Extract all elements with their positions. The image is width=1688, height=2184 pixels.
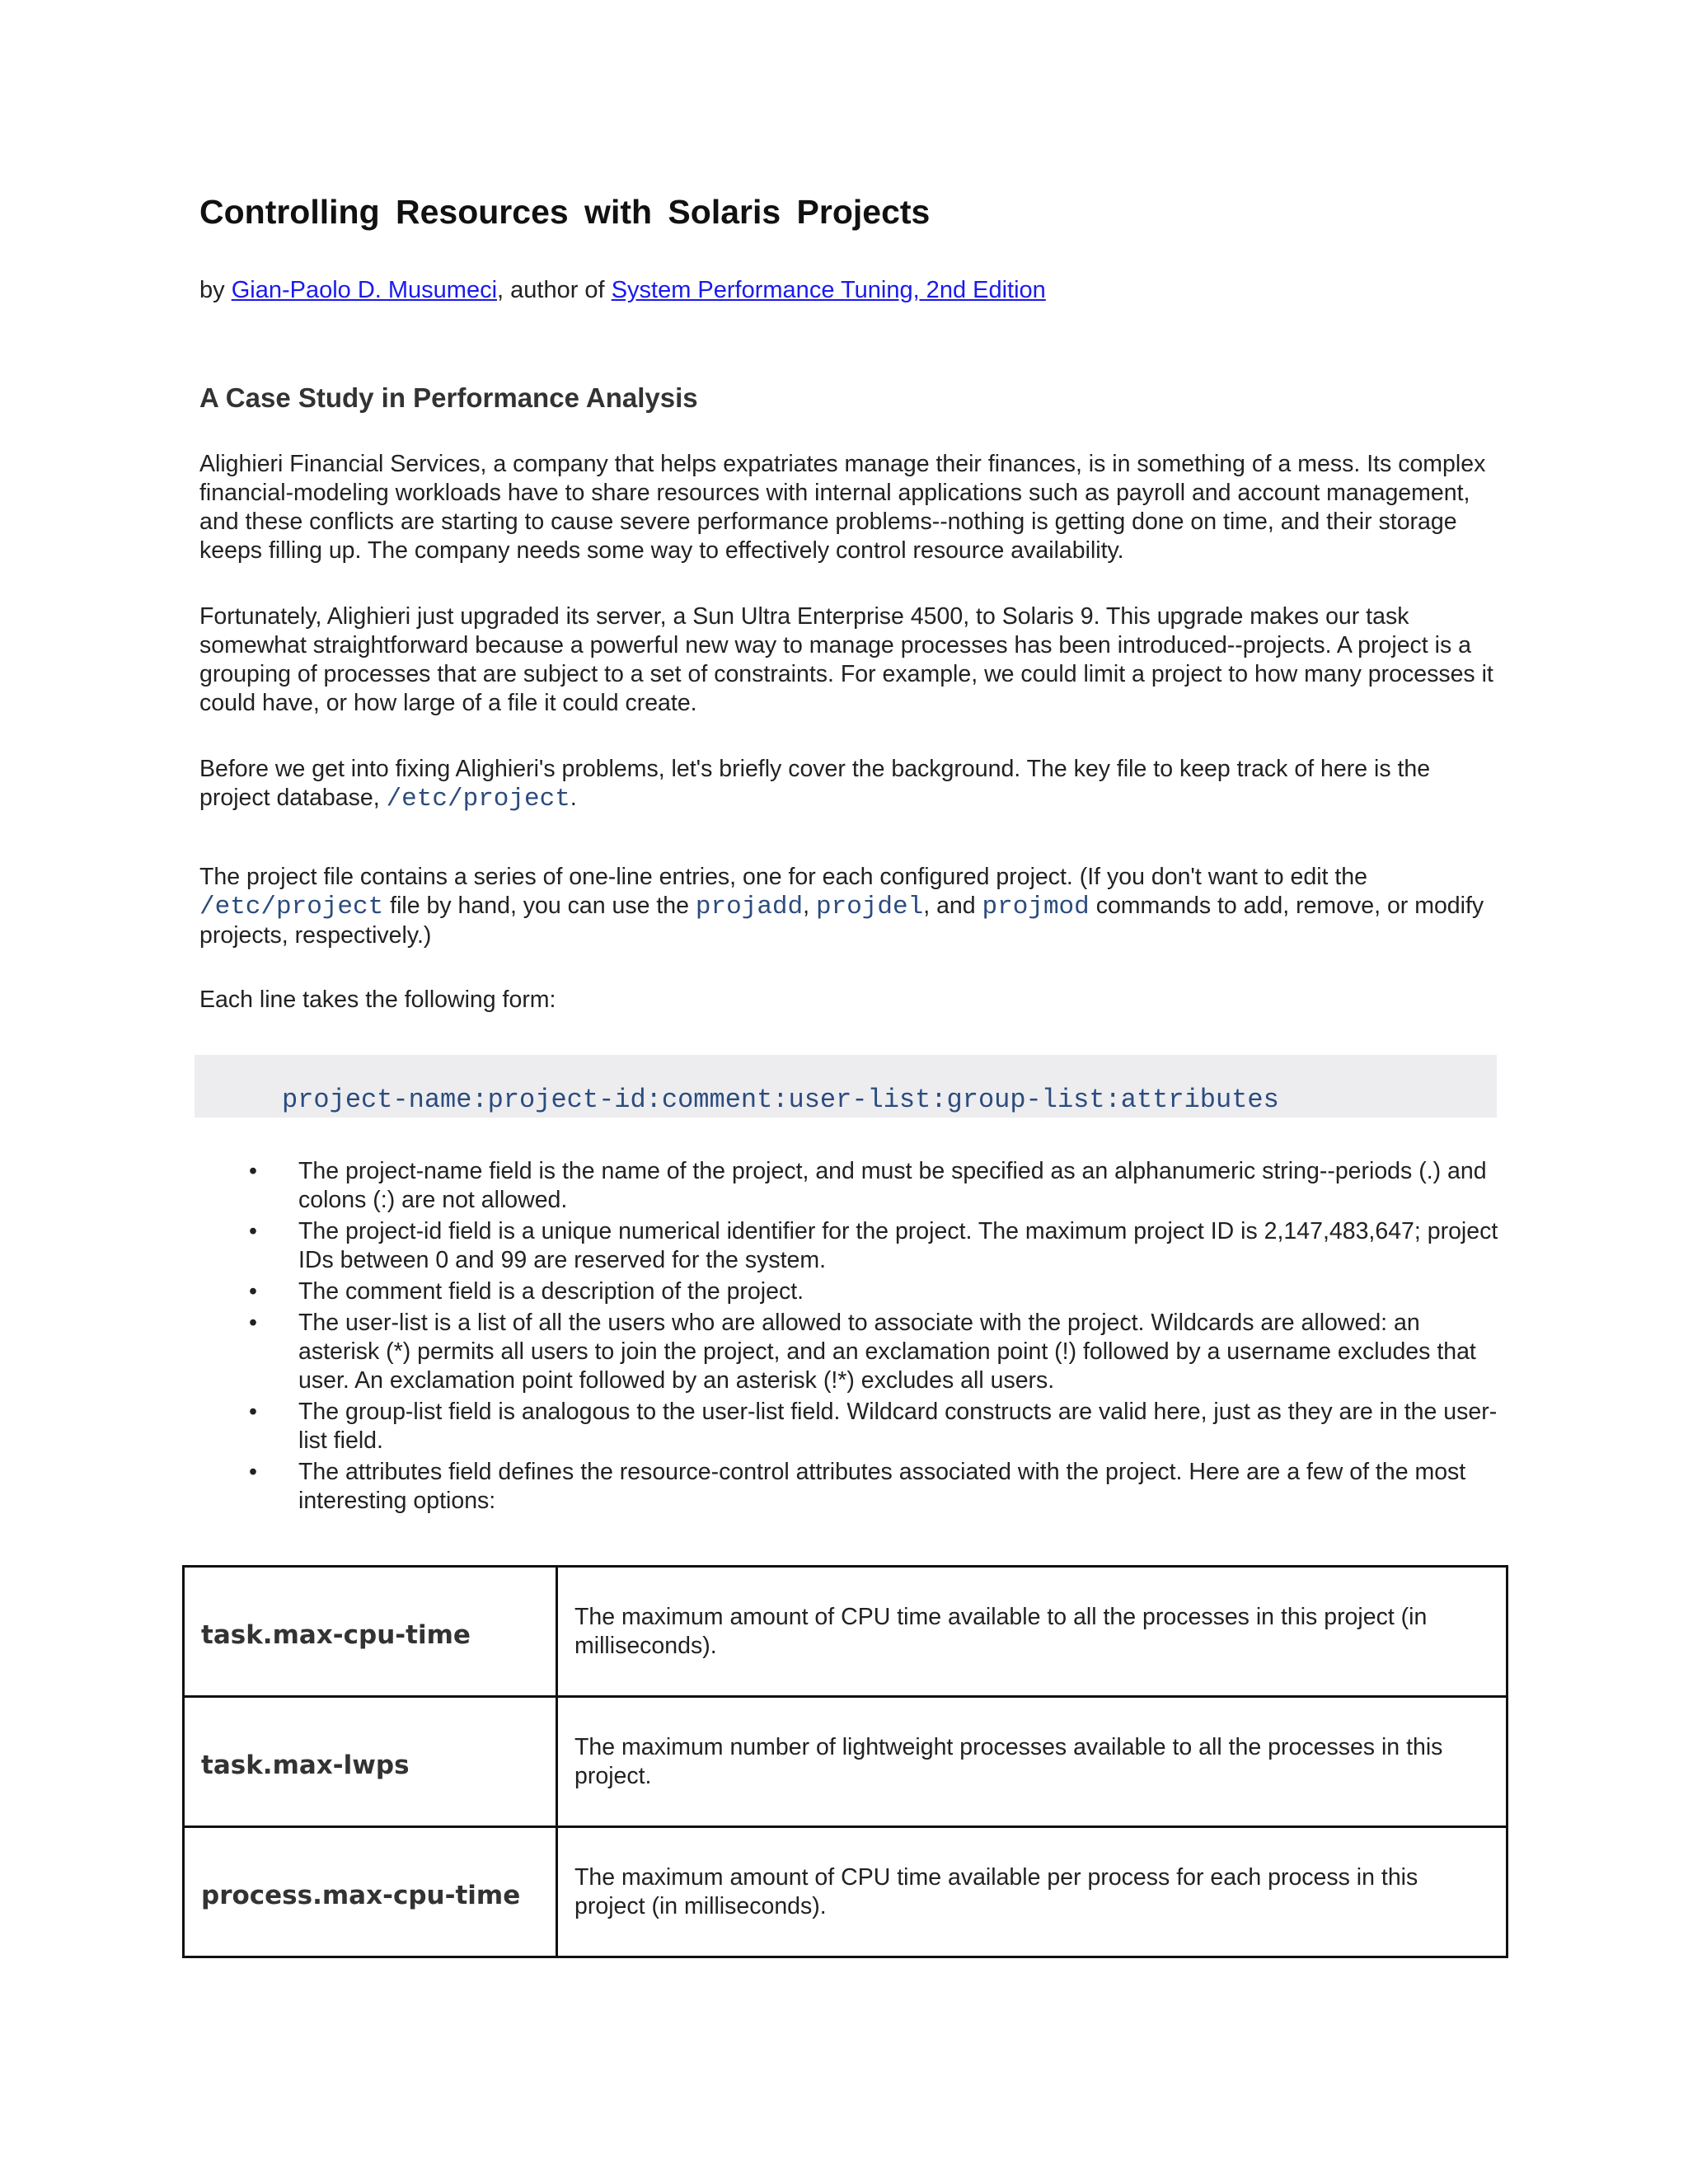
code-block (195, 1055, 1497, 1118)
list-item-text: The project-name field is the name of the project, and must be specified as an alphanumeric string--periods (.) and colons (:) are not allowed. (298, 1158, 1487, 1213)
list-item-text: The group-list field is analogous to the user-list field. Wildcard constructs are valid here, just as they are in the user-list field. (298, 1399, 1498, 1454)
list-item (199, 1157, 1502, 1215)
paragraph-background (199, 755, 1502, 813)
attribute-description: The maximum amount of CPU time available per process for each process in this project (in milliseconds). (557, 1827, 1507, 1957)
paragraph-background-text: Before we get into fixing Alighieri's problems, let's briefly cover the background. The key file to keep track of here is the project database, (199, 756, 1431, 811)
author-link[interactable]: Gian-Paolo D. Musumeci (231, 277, 498, 303)
list-item-text: The user-list is a list of all the users who are allowed to associate with the project. Wildcards are allowed: an asterisk (*) permits all users to join the project, and an exclamation point (!) followed by a username excludes that user. An exclamation point followed by an asterisk (!*) excludes all users. (298, 1310, 1476, 1394)
list-item-text: The attributes field defines the resource-control attributes associated with the project. Here are a few of the most interesting options: (298, 1459, 1466, 1514)
paragraph-intro: Alighieri Financial Services, a company that helps expatriates manage their finances, is in something of a mess. Its complex financial-modeling workloads have to share resources with internal applications such as payroll and account management, and these conflicts are starting to cause severe performance problems--nothing is getting done on time, and their storage keeps filling up. The company needs some way to effectively control resource availability. (199, 451, 1486, 564)
inline-code-projmod: projmod (982, 893, 1090, 921)
bullet-glyph: • (249, 1310, 257, 1336)
attribute-name: task.max-cpu-time (184, 1567, 557, 1697)
table-row (184, 1697, 1507, 1827)
table-row (184, 1567, 1507, 1697)
list-item-text: The project-id field is a unique numerical identifier for the project. The maximum project ID is 2,147,483,647; project IDs between 0 and 99 are reserved for the system. (298, 1218, 1498, 1273)
paragraph-project-file-b: file by hand, you can use the (383, 893, 696, 919)
inline-code-projadd: projadd (695, 893, 804, 921)
paragraph-background-end: . (570, 785, 577, 811)
byline (199, 277, 1046, 304)
list-item (199, 1458, 1502, 1516)
bullet-glyph: • (249, 1218, 257, 1244)
attributes-table (182, 1565, 1508, 1958)
bullet-glyph: • (249, 1278, 257, 1305)
bullet-glyph: • (249, 1158, 257, 1184)
inline-code-projdel: projdel (816, 893, 924, 921)
paragraph-project-file-e: commands to add, remove, or modify projects, respectively.) (199, 893, 1484, 949)
attribute-name: process.max-cpu-time (184, 1827, 557, 1957)
field-list (199, 1157, 1502, 1518)
book-link[interactable]: System Performance Tuning, 2nd Edition (611, 277, 1046, 303)
section-heading: A Case Study in Performance Analysis (199, 382, 698, 413)
bullet-glyph: • (249, 1399, 257, 1425)
list-item (199, 1398, 1502, 1455)
page-title: Controlling Resources with Solaris Projects (199, 193, 931, 231)
code-line: project-name:project-id:comment:user-list:group-list:attributes (282, 1085, 1279, 1115)
paragraph-project-file-a: The project file contains a series of one-line entries, one for each configured project. (If you don't want to edit the (199, 864, 1367, 890)
paragraph-upgrade: Fortunately, Alighieri just upgraded its server, a Sun Ultra Enterprise 4500, to Solaris 9. This upgrade makes our task somewhat straightforward because a powerful new way to manage processes has been introduced--projects. A project is a grouping of processes that are subject to a set of constraints. For example, we could limit a project to how many processes it could have, or how large of a file it could create. (199, 603, 1493, 716)
inline-code-etc-project-2: /etc/project (199, 893, 384, 921)
inline-code-etc-project: /etc/project (386, 785, 570, 813)
list-item (199, 1309, 1502, 1395)
paragraph-project-file-c: , (803, 893, 816, 919)
byline-prefix: by (199, 277, 232, 303)
table-row (184, 1827, 1507, 1957)
attribute-name: task.max-lwps (184, 1697, 557, 1827)
list-item (199, 1277, 1502, 1306)
byline-middle: , author of (497, 277, 612, 303)
attribute-description: The maximum amount of CPU time available to all the processes in this project (in milliseconds). (557, 1567, 1507, 1697)
bullet-glyph: • (249, 1459, 257, 1485)
paragraph-project-file-d: , and (923, 893, 982, 919)
paragraph-line-form: Each line takes the following form: (199, 987, 556, 1013)
list-item-text: The comment field is a description of the project. (298, 1278, 804, 1305)
list-item (199, 1217, 1502, 1275)
paragraph-project-file (199, 863, 1502, 950)
attribute-description: The maximum number of lightweight processes available to all the processes in this project. (557, 1697, 1507, 1827)
